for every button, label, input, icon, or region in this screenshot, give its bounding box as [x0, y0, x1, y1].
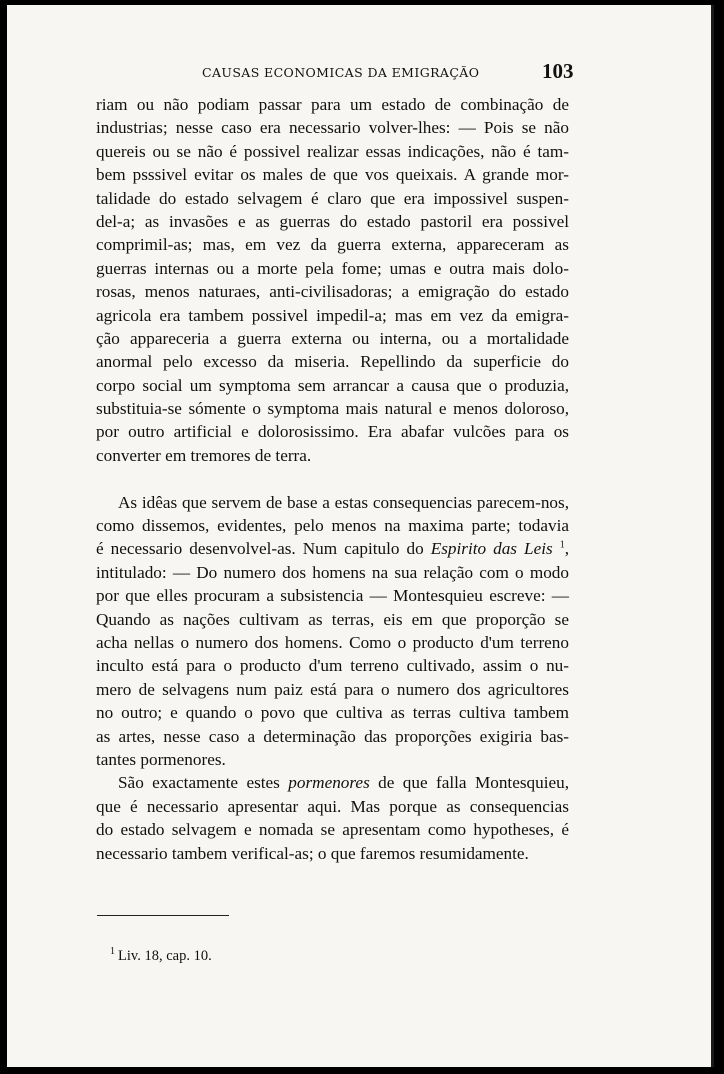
text-line: inculto está para o producto d'um terreno cultivado, assim o nu- — [96, 656, 569, 676]
footnote — [110, 948, 212, 965]
text-line: tantes pormenores. — [96, 749, 226, 769]
text-line-with-citation — [96, 537, 569, 560]
text-line: por outro artificial e dolorosissimo. Era abafar vulcões para os — [96, 422, 569, 442]
text-line: anormal pelo excesso da miseria. Repellindo da superficie do — [96, 352, 569, 372]
book-page — [7, 5, 714, 1067]
paragraph-1 — [96, 93, 569, 467]
text-line: que é necessario apresentar aqui. Mas porque as consequencias — [96, 796, 569, 816]
running-title: CAUSAS ECONOMICAS DA EMIGRAÇÃO — [202, 65, 480, 80]
text-line: converter em tremores de terra. — [96, 445, 312, 465]
text-run: , — [564, 539, 569, 559]
text-run: de que falla Montesquieu, — [369, 773, 569, 793]
text-line: como dissemos, evidentes, pelo menos na maxima parte; todavia — [96, 516, 569, 536]
page-number: 103 — [542, 59, 574, 83]
emphasis: pormenores — [288, 773, 370, 793]
paragraph-gap — [96, 467, 569, 490]
text-line: As idêas que servem de base a estas consequencias parecem-nos, — [118, 492, 569, 512]
text-line: del-a; as invasões e as guerras do estado pastoril era possivel — [96, 211, 569, 231]
scan-edge — [711, 5, 714, 1067]
footnote-text: Liv. 18, cap. 10. — [118, 948, 212, 964]
text-run: é necessario desenvolvel-as. Num capitulo do — [96, 539, 431, 559]
text-line: riam ou não podiam passar para um estado de combinação de — [96, 95, 569, 114]
text-line: talidade do estado selvagem é claro que era impossivel suspen- — [96, 188, 569, 208]
paragraph-2 — [96, 491, 569, 772]
text-line: do estado selvagem e nomada se apresentam como hypotheses, é — [96, 820, 569, 840]
text-line: Quando as nações cultivam as terras, eis em que proporção se — [96, 609, 569, 629]
text-line: rosas, menos naturaes, anti-civilisadoras; a emigração do estado — [96, 282, 569, 302]
text-line: bem psssivel evitar os males de que vos queixais. A grande mor- — [96, 165, 569, 185]
text-line: agricola era tambem possivel impedil-a; mas em vez da emigra- — [96, 305, 569, 325]
text-line: ção appareceria a guerra externa ou interna, ou a mortalidade — [96, 328, 569, 348]
text-line: industrias; nesse caso era necessario volver-lhes: — Pois se não — [96, 118, 569, 138]
text-line: no outro; e quando o povo que cultiva as terras cultiva tambem — [96, 703, 569, 723]
text-line: intitulado: — Do numero dos homens na sua relação com o modo — [96, 562, 569, 582]
text-line-with-emphasis — [96, 771, 569, 794]
text-line: acha nellas o numero dos homens. Como o producto d'um terreno — [96, 632, 569, 652]
text-line: por que elles procuram a subsistencia — Montesquieu escreve: — — [96, 586, 569, 606]
text-line: as artes, nesse caso a determinação das proporções exigiria bas- — [96, 726, 569, 746]
body-text — [96, 93, 569, 865]
footnote-mark: 1 — [110, 946, 115, 958]
footnote-reference: 1 — [559, 539, 565, 551]
text-line: substituia-se sómente o symptoma mais natural e menos doloroso, — [96, 399, 569, 419]
text-line: corpo social um symptoma sem arrancar a causa que o produzia, — [96, 375, 569, 395]
text-line: guerras internas ou a morte pela fome; umas e outra mais dolo- — [96, 258, 569, 278]
footnote-divider — [97, 915, 229, 916]
text-line: mero de selvagens num paiz está para o numero dos agricultores — [96, 679, 569, 699]
text-line: comprimil-as; mas, em vez da guerra externa, appareceram as — [96, 235, 569, 255]
book-title: Espirito das Leis — [430, 539, 553, 559]
paragraph-3 — [96, 771, 569, 865]
page-header — [7, 59, 714, 87]
text-line: necessario tambem verifical-as; o que faremos resumidamente. — [96, 843, 529, 863]
text-line: quereis ou se não é possivel realizar essas indicações, não é tam- — [96, 141, 569, 161]
text-run: São exactamente estes — [118, 773, 289, 793]
